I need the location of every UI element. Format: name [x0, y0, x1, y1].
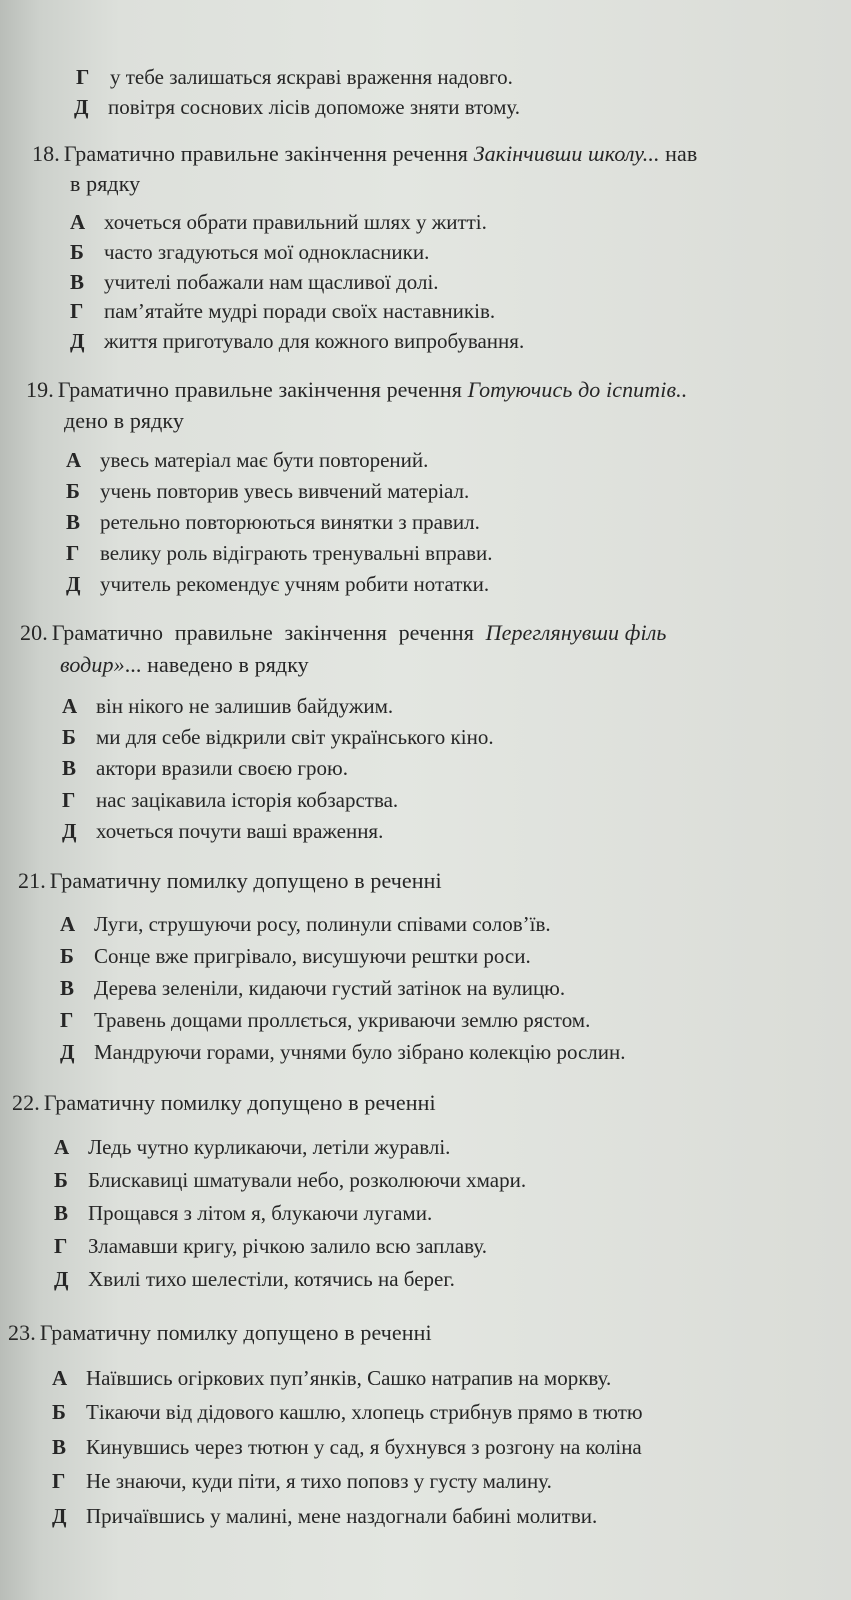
option-20-g: [62, 785, 398, 815]
option-21-g: [60, 1005, 590, 1035]
option-20-b: [62, 722, 494, 752]
option-text: Хвилі тихо шелестіли, котячись на берег.: [88, 1267, 455, 1291]
option-19-b: [66, 476, 469, 506]
option-letter: А: [66, 448, 82, 472]
option-text: ретельно повторюються винятки з правил.: [100, 510, 480, 534]
question-19-line2: [64, 406, 184, 436]
question-text: Граматично правильне закінчення речення: [51, 620, 486, 645]
option-text: Кинувшись через тютюн у сад, я бухнувся з розгону на коліна: [86, 1435, 642, 1459]
option-text: увесь матеріал має бути повторений.: [100, 448, 429, 472]
option-letter: Д: [66, 572, 81, 596]
question-text: Граматично правильне закінчення речення: [63, 141, 474, 166]
option-23-a: [52, 1363, 611, 1393]
option-letter: Б: [60, 944, 74, 968]
option-23-g: [52, 1466, 552, 1496]
question-text: Граматичну помилку допущено в реченні: [49, 868, 442, 893]
option-letter: Б: [54, 1168, 68, 1192]
option-23-v: [52, 1432, 642, 1462]
option-text: учителі побажали нам щасливої долі.: [104, 270, 439, 294]
option-text: часто згадуються мої однокласники.: [104, 240, 430, 264]
option-18-v: [70, 267, 439, 297]
question-19-title: [26, 375, 687, 405]
option-text: Зламавши кригу, річкою залило всю заплаву.: [88, 1234, 488, 1258]
option-letter: Г: [60, 1008, 74, 1032]
option-letter: Г: [52, 1469, 66, 1493]
option-letter: Д: [60, 1040, 75, 1064]
option-22-g: [54, 1231, 487, 1261]
question-23-title: [8, 1318, 432, 1348]
option-letter: Г: [76, 65, 90, 89]
option-text: актори вразили своєю грою.: [96, 756, 348, 780]
option-letter: А: [70, 210, 86, 234]
option-letter: А: [62, 694, 78, 718]
option-letter: Д: [70, 329, 85, 353]
option-19-a: [66, 445, 428, 475]
option-text: Прощався з літом я, блукаючи лугами.: [88, 1201, 433, 1225]
question-number: 18.: [32, 141, 60, 166]
option-text: Дерева зеленіли, кидаючи густий затінок на вулицю.: [94, 976, 566, 1000]
question-20-line2: [60, 650, 309, 680]
option-text: Причаївшись у малині, мене наздогнали бабині молитви.: [86, 1504, 598, 1528]
option-letter: Г: [54, 1234, 68, 1258]
question-italic: Готуючись до іспитів..: [467, 377, 688, 402]
option-letter: Д: [54, 1267, 69, 1291]
question-suffix: нав: [659, 141, 698, 166]
option-21-v: [60, 973, 565, 1003]
option-text: Блискавиці шматували небо, розколюючи хмари.: [88, 1168, 527, 1192]
option-18-d: [70, 326, 524, 356]
option-letter: А: [54, 1135, 70, 1159]
question-18-line2: [70, 169, 140, 199]
option-letter: Д: [52, 1504, 67, 1528]
option-text: у тебе залишаться яскраві враження надовго.: [110, 65, 513, 89]
question-text: Граматичну помилку допущено в реченні: [43, 1090, 436, 1115]
option-19-v: [66, 507, 480, 537]
option-text: повітря соснових лісів допоможе зняти втому.: [108, 95, 521, 119]
option-letter: Г: [70, 299, 84, 323]
question-text-line2: ... наведено в рядку: [124, 652, 309, 677]
option-text: Луги, струшуючи росу, полинули співами солов’їв.: [94, 912, 551, 936]
option-17-d: [74, 92, 520, 122]
option-text: життя приготувало для кожного випробування.: [104, 329, 525, 353]
option-letter: В: [54, 1201, 69, 1225]
option-text: Тікаючи від дідового кашлю, хлопець стрибнув прямо в тютю: [86, 1400, 643, 1424]
option-20-v: [62, 753, 348, 783]
option-letter: А: [60, 912, 76, 936]
question-text-line2: дено в рядку: [64, 408, 185, 433]
option-22-b: [54, 1165, 526, 1195]
option-letter: В: [60, 976, 75, 1000]
option-letter: Г: [66, 541, 80, 565]
option-text: Сонце вже пригрівало, висушуючи рештки роси.: [94, 944, 531, 968]
question-21-title: [18, 866, 442, 896]
option-text: Травень дощами проллється, укриваючи землю рястом.: [94, 1008, 591, 1032]
option-19-d: [66, 569, 489, 599]
option-20-d: [62, 816, 383, 846]
option-letter: Б: [70, 240, 84, 264]
option-23-d: [52, 1501, 597, 1531]
option-letter: Г: [62, 788, 76, 812]
option-letter: В: [66, 510, 81, 534]
option-21-b: [60, 941, 531, 971]
question-text: Граматичну помилку допущено в реченні: [39, 1320, 432, 1345]
option-letter: Б: [66, 479, 80, 503]
option-text: нас зацікавила історія кобзарства.: [96, 788, 399, 812]
option-text: Не знаючи, куди піти, я тихо поповз у густу малину.: [86, 1469, 552, 1493]
question-italic: Закінчивши школу...: [473, 141, 660, 166]
question-text-line2: в рядку: [70, 171, 141, 196]
option-letter: Б: [52, 1400, 66, 1424]
option-22-d: [54, 1264, 455, 1294]
option-letter: А: [52, 1366, 68, 1390]
question-number: 22.: [12, 1090, 40, 1115]
option-text: учень повторив увесь вивчений матеріал.: [100, 479, 470, 503]
option-text: Мандруючи горами, учнями було зібрано колекцію рослин.: [94, 1040, 626, 1064]
question-italic: Переглянувши філь: [485, 620, 667, 645]
option-letter: В: [62, 756, 77, 780]
option-20-a: [62, 691, 393, 721]
option-letter: В: [70, 270, 85, 294]
option-21-d: [60, 1037, 626, 1067]
option-letter: Д: [62, 819, 77, 843]
option-23-b: [52, 1397, 643, 1427]
option-text: пам’ятайте мудрі поради своїх наставників.: [104, 299, 496, 323]
option-21-a: [60, 909, 551, 939]
question-number: 20.: [20, 620, 48, 645]
option-letter: В: [52, 1435, 67, 1459]
question-text: Граматично правильне закінчення речення: [57, 377, 468, 402]
option-17-g: [76, 62, 513, 92]
option-22-v: [54, 1198, 432, 1228]
question-number: 23.: [8, 1320, 36, 1345]
option-letter: Б: [62, 725, 76, 749]
question-20-title: [20, 618, 667, 648]
option-letter: Д: [74, 95, 89, 119]
option-text: Наївшись огіркових пуп’янків, Сашко натрапив на моркву.: [86, 1366, 612, 1390]
question-22-title: [12, 1088, 436, 1118]
option-text: хочеться почути ваші враження.: [96, 819, 384, 843]
option-text: ми для себе відкрили світ українського кіно.: [96, 725, 494, 749]
option-text: Ледь чутно курликаючи, летіли журавлі.: [88, 1135, 451, 1159]
question-18-title: [32, 139, 697, 169]
option-18-a: [70, 207, 487, 237]
question-italic-line2: водир»: [60, 652, 125, 677]
option-18-b: [70, 237, 429, 267]
option-text: хочеться обрати правильний шлях у житті.: [104, 210, 487, 234]
option-text: учитель рекомендує учням робити нотатки.: [100, 572, 490, 596]
option-text: велику роль відіграють тренувальні вправи.: [100, 541, 493, 565]
option-text: він нікого не залишив байдужим.: [96, 694, 394, 718]
question-number: 19.: [26, 377, 54, 402]
option-22-a: [54, 1132, 450, 1162]
option-18-g: [70, 296, 495, 326]
option-19-g: [66, 538, 493, 568]
question-number: 21.: [18, 868, 46, 893]
